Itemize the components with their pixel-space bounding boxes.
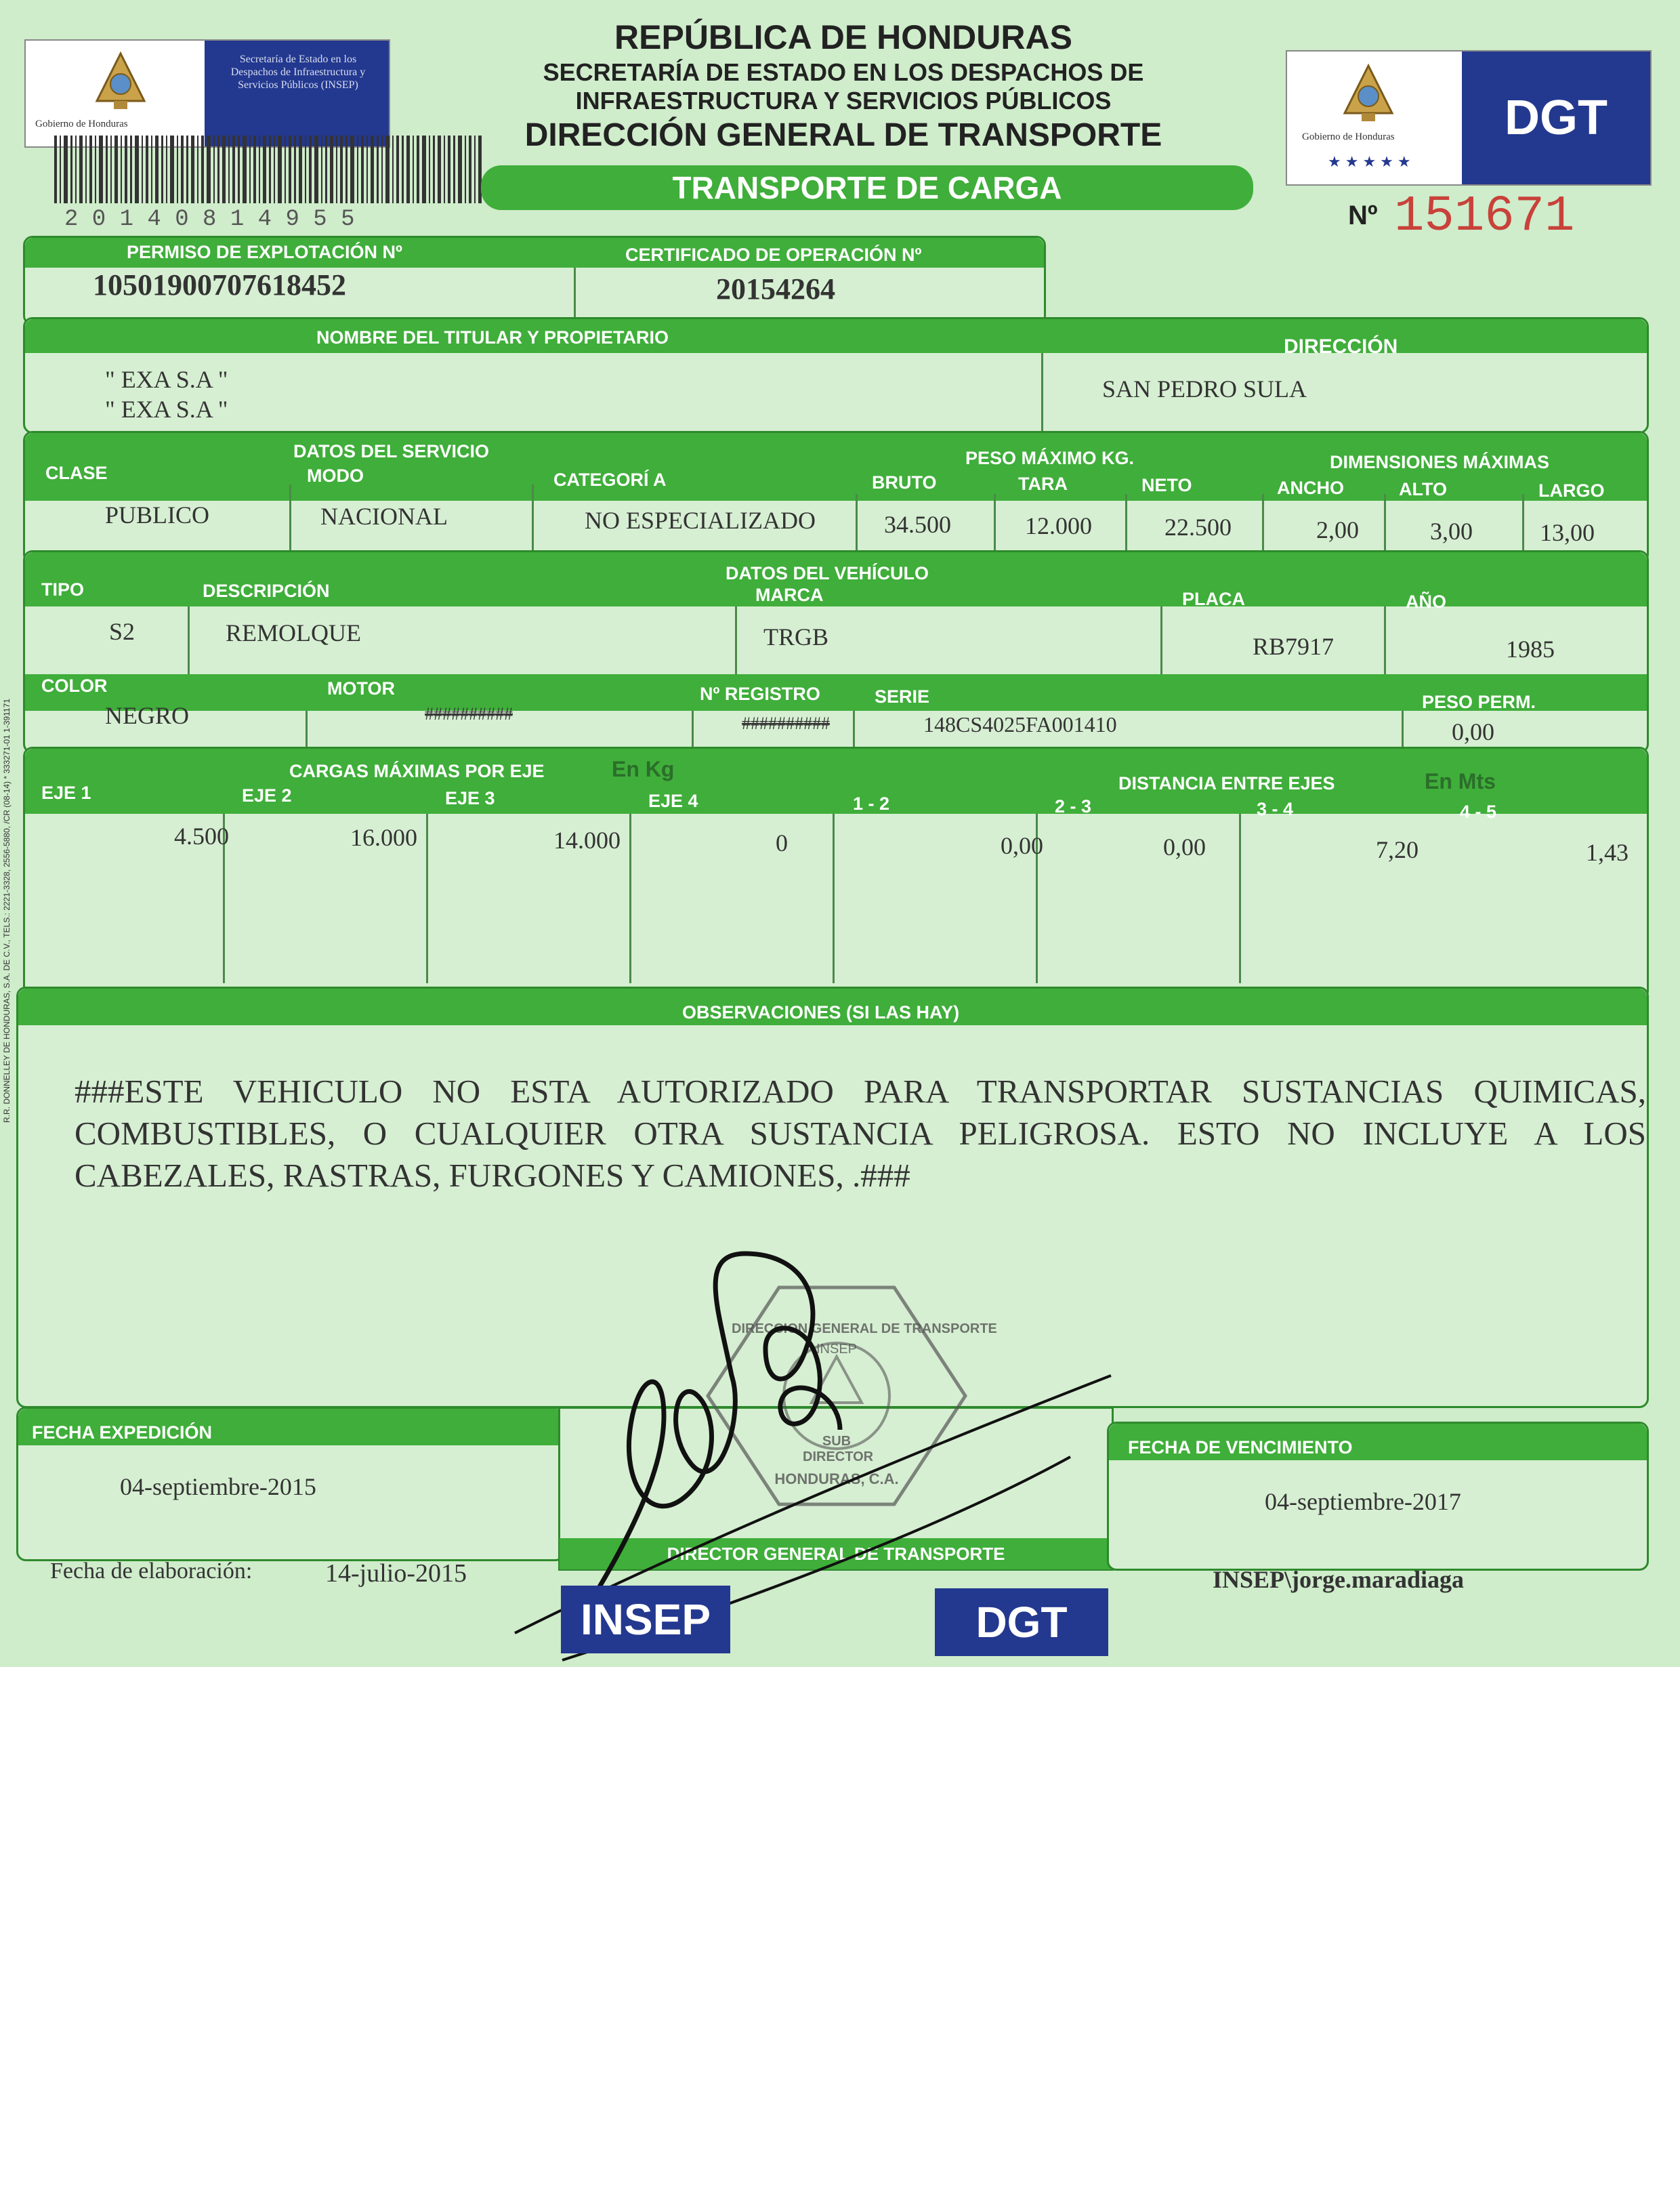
categoria-label: CATEGORÍ A [553,470,667,490]
document-number: 151671 [1394,188,1575,245]
stars-icon: ★★★★★ [1328,153,1415,170]
stamp-bottom-text: HONDURAS, C.A. [774,1470,899,1487]
marca-value: TRGB [763,623,829,651]
certificado-value: 20154264 [716,272,835,306]
elaborado-por-user: INSEP\jorge.maradiaga [1213,1566,1464,1593]
vehicle-div-6 [692,711,694,751]
peso-perm-value: 0,00 [1452,718,1494,745]
elaboracion-value: 14-julio-2015 [325,1559,467,1588]
dgt-badge-label: DGT [975,1598,1068,1647]
motor-label: MOTOR [327,678,395,699]
bruto-value: 34.500 [884,511,951,538]
datos-vehiculo-label: DATOS DEL VEHÍCULO [726,563,929,583]
certificado-label: CERTIFICADO DE OPERACIÓN Nº [625,245,922,265]
vehicle-subheader-bar [25,674,1647,711]
placa-label: PLACA [1182,589,1245,609]
service-section [23,431,1649,564]
marca-label: MARCA [755,585,824,605]
loads-div-4 [833,814,835,983]
owner-divider [1041,353,1043,432]
republic-title: REPÚBLICA DE HONDURAS [614,18,1072,56]
anio-value: 1985 [1506,636,1555,663]
vehicle-div-1 [188,606,190,674]
dimensiones-label: DIMENSIONES MÁXIMAS [1330,452,1550,472]
secretaria-line-2: INFRAESTRUCTURA Y SERVICIOS PÚBLICOS [575,87,1112,115]
insep-badge-label: INSEP [580,1595,711,1644]
alto-label: ALTO [1399,479,1447,499]
placa-value: RB7917 [1253,633,1335,660]
dgt-logo-text: DGT [1505,91,1608,145]
anio-label: AÑO [1406,592,1446,612]
vehicle-section [23,550,1649,754]
loads-section [23,747,1649,1000]
alto-value: 3,00 [1430,518,1473,545]
color-value: NEGRO [105,702,189,729]
right-logo-caption: Gobierno de Honduras [1302,131,1395,142]
vehicle-div-2 [735,606,737,674]
dgt-badge [935,1588,1108,1656]
color-label: COLOR [41,676,108,696]
largo-value: 13,00 [1540,519,1595,546]
peso-perm-label: PESO PERM. [1422,692,1536,712]
direccion-label: DIRECCIÓN [1284,335,1398,358]
observations-text: ###ESTE VEHICULO NO ESTA AUTORIZADO PARA TRANSPORTAR SUSTANCIAS QUIMICAS, COMBUSTIBLES, O CUALQUIER OTRA SUSTANCIA PELIGROSA. ESTO NO INCLUYE A LOS CABEZALES, RASTRAS, FURGONES Y CAMIONES, .### [75,1073,1646,1194]
expedicion-label: FECHA EXPEDICIÓN [32,1422,213,1443]
document-number-label: Nº [1348,201,1378,230]
propietario-value: " EXA S.A " [105,396,228,423]
modo-value: NACIONAL [320,503,448,530]
vencimiento-box [1107,1422,1649,1571]
secretaria-line-1: SECRETARÍA DE ESTADO EN LOS DESPACHOS DE [543,58,1144,86]
eje3-label: EJE 3 [445,788,495,808]
direccion-value: SAN PEDRO SULA [1102,375,1307,402]
permiso-label: PERMISO DE EXPLOTACIÓN Nº [127,242,402,262]
nombre-label: NOMBRE DEL TITULAR Y PROPIETARIO [316,327,669,348]
loads-div-6 [1239,814,1241,983]
vehicle-div-5 [306,711,308,751]
ancho-label: ANCHO [1277,478,1344,498]
left-logo-card [24,39,390,148]
vencimiento-label: FECHA DE VENCIMIENTO [1128,1437,1353,1458]
loads-div-3 [629,814,631,983]
bruto-label: BRUTO [872,472,937,493]
coat-of-arms-emblem [93,50,148,111]
owner-section [23,317,1649,434]
ancho-value: 2,00 [1316,516,1359,543]
dgt-logo-panel [1462,51,1650,184]
categoria-value: NO ESPECIALIZADO [585,507,816,534]
permits-divider [574,268,576,323]
eje2-value: 16.000 [350,824,417,851]
tipo-value: S2 [109,618,135,645]
registro-value: ########## [742,714,830,733]
tara-label: TARA [1018,474,1068,494]
direccion-title: DIRECCIÓN GENERAL DE TRANSPORTE [524,117,1162,153]
director-label: DIRECTOR GENERAL DE TRANSPORTE [667,1544,1005,1564]
left-logo-blue-panel [205,41,389,146]
neto-label: NETO [1141,475,1192,495]
largo-label: LARGO [1538,480,1605,501]
modo-label: MODO [307,466,364,486]
d34-value: 7,20 [1376,836,1419,863]
d12-label: 1 - 2 [853,793,890,814]
datos-servicio-label: DATOS DEL SERVICIO [293,441,490,461]
titular-value: " EXA S.A " [105,366,228,393]
banner-transporte-de-carga [481,165,1253,210]
d12-value: 0,00 [1001,832,1043,859]
eje4-value: 0 [776,829,788,856]
eje3-value: 14.000 [553,827,621,854]
left-logo-caption: Gobierno de Honduras [35,119,128,129]
elaboracion-label: Fecha de elaboración: [50,1559,253,1584]
stamp-top-text: DIRECCION GENERAL DE TRANSPORTE [732,1321,997,1336]
stamp-insep-text: INSEP [816,1342,858,1357]
cargas-label: CARGAS MÁXIMAS POR EJE [289,761,545,781]
d23-value: 0,00 [1163,833,1206,861]
serie-value: 148CS4025FA001410 [923,712,1117,737]
banner-label: TRANSPORTE DE CARGA [672,170,1062,205]
descripcion-value: REMOLQUE [226,619,361,646]
eje1-value: 4.500 [174,823,229,850]
clase-label: CLASE [45,463,108,483]
observations-label: OBSERVACIONES (SI LAS HAY) [682,1002,960,1023]
loads-div-2 [426,814,428,983]
d45-label: 4 - 5 [1460,802,1497,822]
registro-label: Nº REGISTRO [700,684,820,704]
tipo-label: TIPO [41,579,85,600]
owner-header-bar [25,319,1647,353]
d23-label: 2 - 3 [1055,796,1092,817]
distancia-label: DISTANCIA ENTRE EJES [1118,773,1335,793]
d34-label: 3 - 4 [1257,799,1294,819]
permits-section [23,236,1046,325]
motor-value: ########## [425,704,513,724]
d45-value: 1,43 [1586,839,1629,866]
vehicle-div-8 [1402,711,1404,751]
right-logo-card [1286,50,1652,186]
expedicion-value: 04-septiembre-2015 [120,1473,316,1500]
tara-value: 12.000 [1025,512,1092,539]
neto-value: 22.500 [1164,514,1232,541]
eje1-label: EJE 1 [41,783,91,803]
cargas-unit: En Kg [612,757,675,781]
barcode-number: 2 0 1 4 0 8 1 4 9 5 5 [64,207,355,232]
eje2-label: EJE 2 [242,785,292,806]
eje4-label: EJE 4 [648,791,698,811]
printer-imprint: R.R. DONNELLEY DE HONDURAS, S.A. DE C.V., TELS.: 2221-3328, 2556-5880, /CR (08-14) * 333271-01 1-391171 [2,699,12,1123]
peso-maximo-label: PESO MÁXIMO KG. [965,448,1135,468]
vehicle-div-7 [853,711,855,751]
clase-value: PUBLICO [105,501,210,529]
coat-of-arms-emblem-right [1341,62,1395,123]
serie-label: SERIE [875,686,930,707]
left-logo-text: Secretaría de Estado en los Despachos de Infraestructura y Servicios Públicos (INSEP) [230,54,366,91]
vehicle-div-3 [1160,606,1162,674]
vencimiento-value: 04-septiembre-2017 [1265,1488,1461,1515]
vehicle-div-4 [1384,606,1386,674]
distancia-unit: En Mts [1425,769,1496,793]
barcode [54,136,488,203]
permiso-value: 10501900707618452 [93,268,346,302]
insep-badge [561,1586,730,1653]
descripcion-label: DESCRIPCIÓN [203,581,330,601]
stamp-mid-text: SUB DIRECTOR [803,1434,874,1464]
